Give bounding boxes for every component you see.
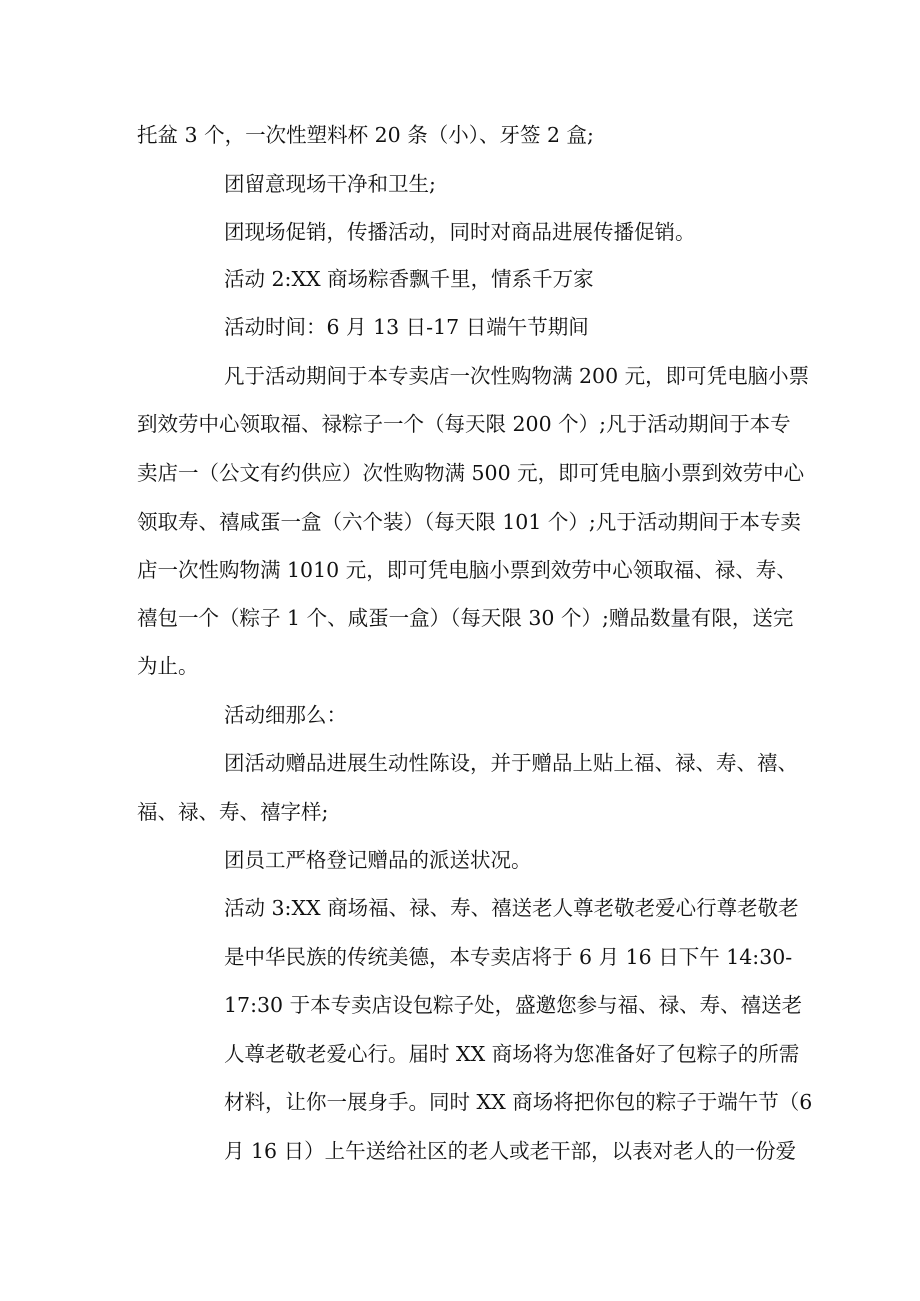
text-line: 团员工严格登记赠品的派送状况。 — [224, 848, 532, 872]
text-line: 福、禄、寿、禧字样; — [137, 800, 329, 824]
section-heading: 活动 2:XX 商场粽香飘千里，情系千万家 — [224, 267, 594, 291]
text-line: 人尊老敬老爱心行。届时 XX 商场将为您准备好了包粽子的所需 — [224, 1042, 800, 1066]
text-line: 凡于活动期间于本专卖店一次性购物满 200 元，即可凭电脑小票 — [224, 364, 810, 388]
text-line: 团活动赠品进展生动性陈设，并于赠品上贴上福、禄、寿、禧、 — [224, 751, 798, 775]
text-line: 托盆 3 个，一次性塑料杯 20 条（小）、牙签 2 盒; — [137, 123, 594, 147]
text-line: 月 16 日）上午送给社区的老人或老干部，以表对老人的一份爱 — [224, 1139, 797, 1163]
section-heading: 活动 3:XX 商场福、禄、寿、禧送老人尊老敬老爱心行尊老敬老 — [224, 896, 799, 920]
text-line: 店一次性购物满 1010 元，即可凭电脑小票到效劳中心领取福、禄、寿、 — [137, 558, 797, 582]
text-line: 团现场促销，传播活动，同时对商品进展传播促销。 — [224, 220, 696, 244]
text-line: 17:30 于本专卖店设包粽子处，盛邀您参与福、禄、寿、禧送老 — [224, 993, 803, 1017]
text-line: 领取寿、禧咸蛋一盒（六个装）（每天限 101 个）;凡于活动期间于本专卖 — [137, 510, 801, 534]
text-line: 卖店一（公文有约供应）次性购物满 500 元，即可凭电脑小票到效劳中心 — [137, 461, 805, 485]
text-line: 禧包一个（粽子 1 个、咸蛋一盒）（每天限 30 个）;赠品数量有限，送完 — [137, 606, 794, 630]
text-line: 活动时间：6 月 13 日-17 日端午节期间 — [224, 315, 589, 339]
text-line: 到效劳中心领取福、禄粽子一个（每天限 200 个）;凡于活动期间于本专 — [137, 412, 791, 436]
text-line: 活动细那么： — [224, 703, 347, 727]
text-line: 团留意现场干净和卫生; — [224, 172, 436, 196]
text-line: 材料，让你一展身手。同时 XX 商场将把你包的粽子于端午节（6 — [224, 1090, 813, 1114]
text-line: 是中华民族的传统美德，本专卖店将于 6 月 16 日下午 14:30- — [224, 945, 793, 969]
text-line: 为止。 — [137, 654, 199, 678]
